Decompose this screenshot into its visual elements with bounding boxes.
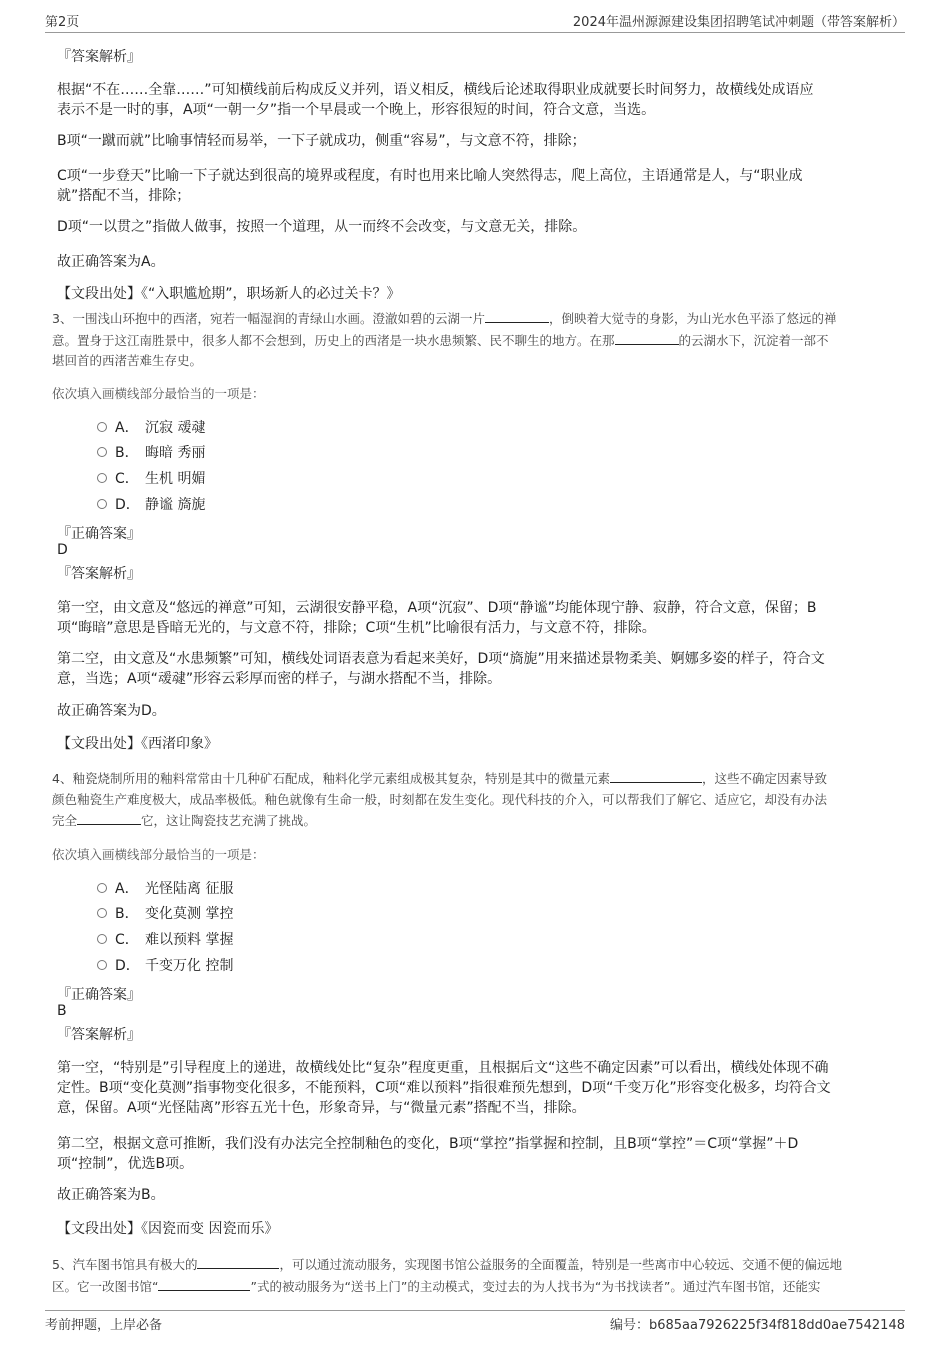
option-d[interactable]: D． 千变万化 控制: [97, 956, 233, 976]
header-divider: [45, 32, 905, 33]
correct-answer: B: [57, 1003, 67, 1019]
option-b[interactable]: B． 变化莫测 掌控: [97, 904, 233, 924]
option-c[interactable]: C． 难以预料 掌握: [97, 930, 233, 950]
option-a[interactable]: A． 沉寂 叆叇: [97, 418, 205, 438]
radio-icon[interactable]: [97, 883, 107, 893]
correct-answer-label: 『正确答案』: [57, 526, 141, 542]
source-citation: 【文段出处】《西渚印象》: [57, 736, 218, 752]
page-header: [0, 0, 950, 34]
analysis-paragraph: 第一空，“特别是”引导程度上的递进，故横线处比“复杂”程度更重，且根据后文“这些不确定因素”可以看出，横线处体现不确 定性。B项“变化莫测”指事物变化很多，不能预料，C项“难以预料”指很难预先想到，D项“千变万化”形容变化极多，均符合文 意，保留。A项“光怪陆离”形容五光十色，形象奇异，与“微量元素”搭配不当，排除。: [57, 1060, 831, 1116]
analysis-paragraph: 第一空，由文意及“悠远的禅意”可知，云湖很安静平稳，A项“沉寂”、D项“静谧”均能体现宁静、寂静，符合文意，保留；B 项“晦暗”意思是昏暗无光的，与文意不符，排除；C项“生机”比喻很有活力，与文意不符，排除。: [57, 600, 817, 636]
radio-icon[interactable]: [97, 422, 107, 432]
option-b[interactable]: B． 晦暗 秀丽: [97, 443, 205, 463]
question-prompt: 依次填入画横线部分最恰当的一项是：: [52, 386, 265, 401]
analysis-label: 『答案解析』: [57, 566, 141, 582]
analysis-paragraph: B项“一蹴而就”比喻事情轻而易举，一下子就成功，侧重“容易”，与文意不符，排除；: [57, 133, 586, 149]
conclusion: 故正确答案为D。: [57, 703, 166, 719]
footer-slogan: 考前押题，上岸必备: [45, 1318, 163, 1333]
conclusion: 故正确答案为A。: [57, 254, 165, 270]
option-a[interactable]: A． 光怪陆离 征服: [97, 879, 233, 899]
radio-icon[interactable]: [97, 473, 107, 483]
question-5-text: 5、汽车图书馆具有极大的 ，可以通过流动服务，实现图书馆公益服务的全面覆盖，特别是一些离市中心较远、交通不便的偏远地 区。它一改图书馆“ ”式的被动服务为“送书上门”的主动模式，变过去的为人找书为“为书找读者”。通过汽车图书馆，还能实: [52, 1254, 892, 1297]
source-citation: 【文段出处】《因瓷而变 因瓷而乐》: [57, 1221, 279, 1237]
source-citation: 【文段出处】《“入职尴尬期”，职场新人的必过关卡？》: [57, 286, 401, 302]
correct-answer: D: [57, 542, 68, 558]
question-4-text: 4、釉瓷烧制所用的釉料常常由十几种矿石配成，釉料化学元素组成极其复杂，特别是其中的微量元素 ，这些不确定因素导致 颜色釉瓷生产难度极大，成品率极低。釉色就像有生命一般，时刻都在发生变化。现代科技的介入，可以帮我们了解它、适应它，却没有办法 完全 它，这让陶瓷技艺充满了挑战。: [52, 768, 892, 832]
page-number: 第2页: [45, 15, 80, 30]
question-3-text: 3、一围浅山环抱中的西渚，宛若一幅湿润的青绿山水画。澄澈如碧的云湖一片 ，倒映着大觉寺的身影，为山光水色平添了悠远的禅 意。置身于这江南胜景中，很多人都不会想到，历史上的西渚是一块水患频繁、民不聊生的地方。在那 的云湖水下，沉淀着一部不 堪回首的西渚苦难生存史。: [52, 308, 892, 372]
analysis-label: 『答案解析』: [57, 49, 141, 65]
radio-icon[interactable]: [97, 934, 107, 944]
radio-icon[interactable]: [97, 499, 107, 509]
document-title: 2024年温州源源建设集团招聘笔试冲刺题（带答案解析）: [572, 15, 905, 30]
analysis-paragraph: D项“一以贯之”指做人做事，按照一个道理，从一而终不会改变，与文意无关，排除。: [57, 219, 587, 235]
radio-icon[interactable]: [97, 447, 107, 457]
option-c[interactable]: C． 生机 明媚: [97, 469, 205, 489]
analysis-paragraph: C项“一步登天”比喻一下子就达到很高的境界或程度，有时也用来比喻人突然得志，爬上高位，主语通常是人，与“职业成 就”搭配不当，排除；: [57, 168, 803, 204]
option-d[interactable]: D． 静谧 旖旎: [97, 495, 205, 515]
analysis-paragraph: 根据“不在……全靠……”可知横线前后构成反义并列，语义相反，横线后论述取得职业成就要长时间努力，故横线处成语应 表示不是一时的事，A项“一朝一夕”指一个早晨或一个晚上，形容很短的时间，符合文意，当选。: [57, 82, 814, 118]
analysis-paragraph: 第二空，根据文意可推断，我们没有办法完全控制釉色的变化，B项“掌控”指掌握和控制，且B项“掌控”＝C项“掌握”＋D 项“控制”，优选B项。: [57, 1136, 799, 1172]
analysis-paragraph: 第二空，由文意及“水患频繁”可知，横线处词语表意为看起来美好，D项“旖旎”用来描述景物柔美、婀娜多姿的样子，符合文 意，当选；A项“叆叇”形容云彩厚而密的样子，与湖水搭配不当，排除。: [57, 651, 825, 687]
correct-answer-label: 『正确答案』: [57, 987, 141, 1003]
radio-icon[interactable]: [97, 960, 107, 970]
question-prompt: 依次填入画横线部分最恰当的一项是：: [52, 847, 265, 862]
footer-divider: [45, 1310, 905, 1311]
analysis-label: 『答案解析』: [57, 1027, 141, 1043]
radio-icon[interactable]: [97, 908, 107, 918]
document-code: 编号：b685aa7926225f34f818dd0ae7542148: [609, 1318, 905, 1333]
conclusion: 故正确答案为B。: [57, 1187, 165, 1203]
